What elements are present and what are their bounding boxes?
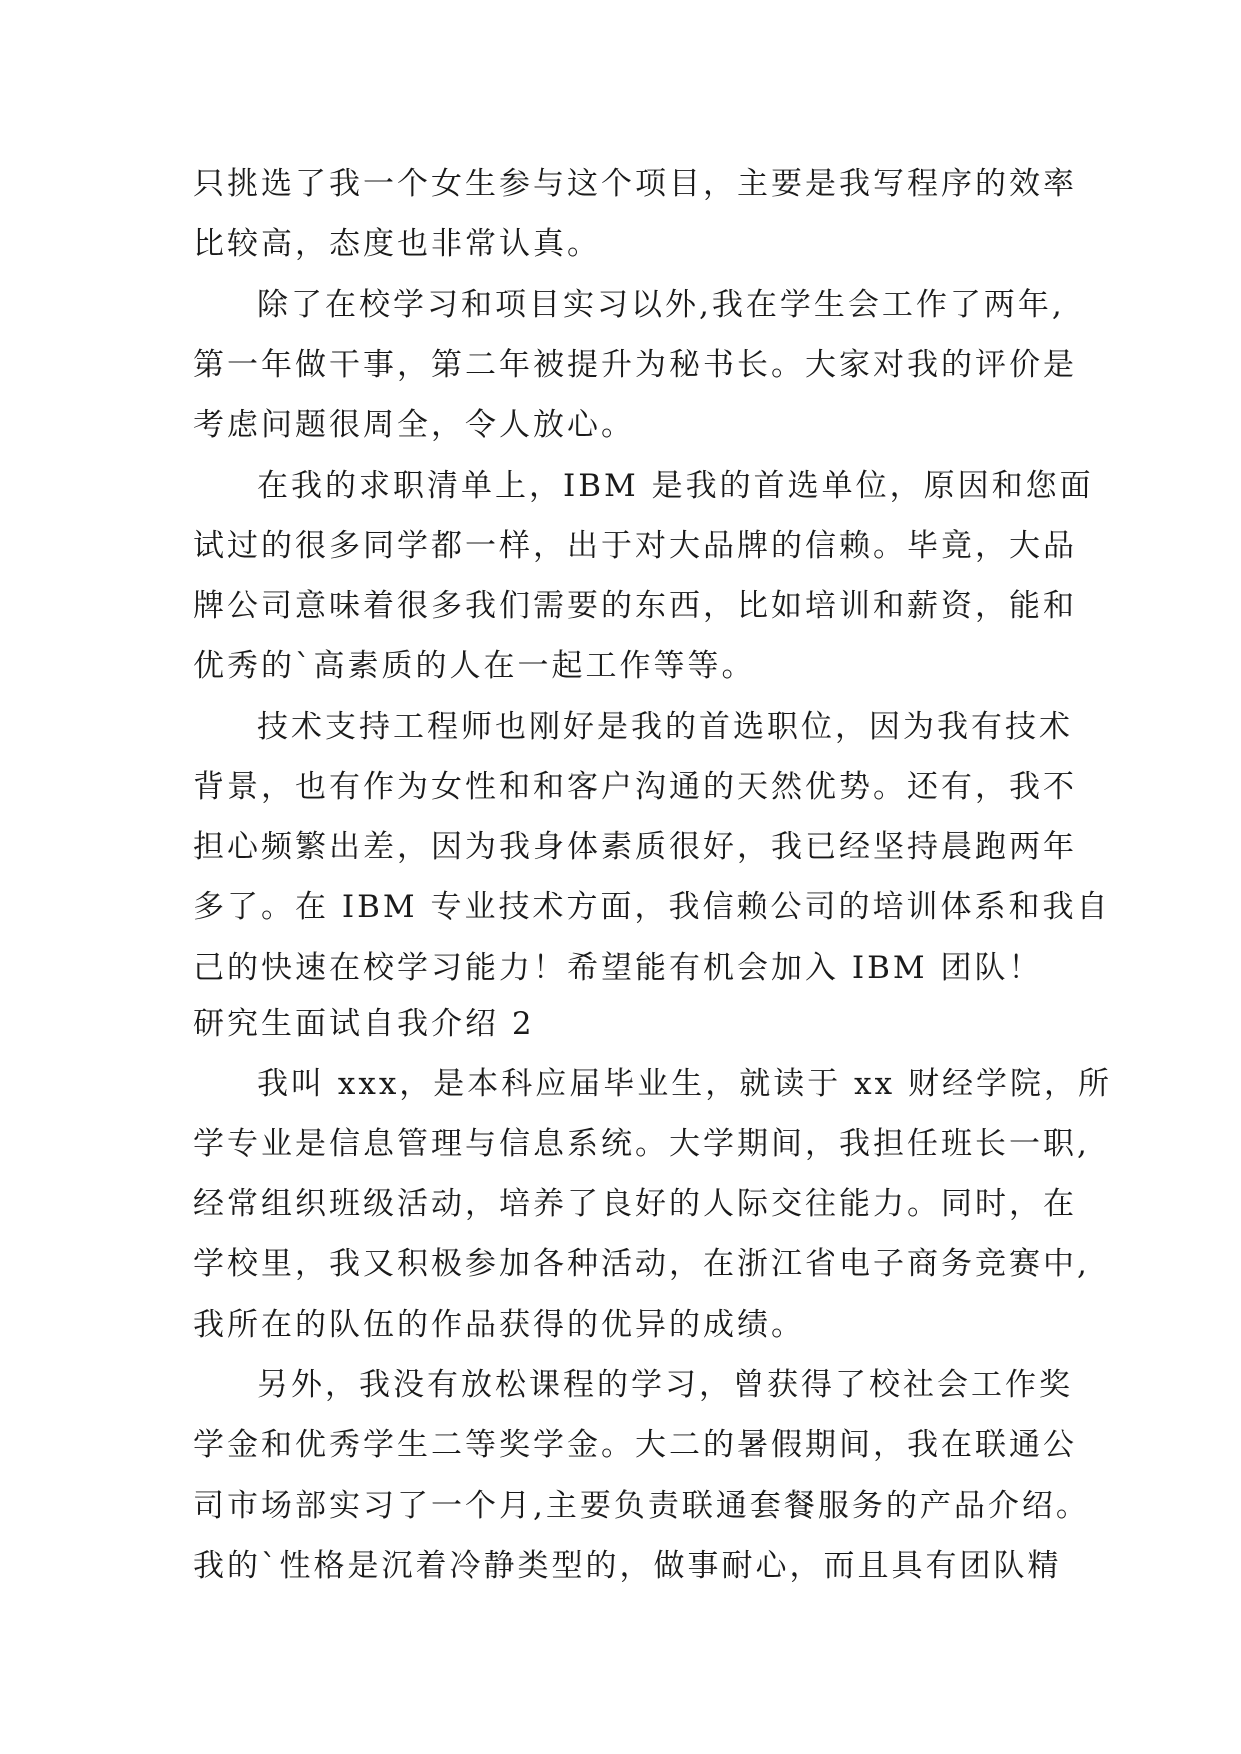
text-line: 在我的求职清单上，IBM 是我的首选单位，原因和您面: [257, 468, 1094, 504]
text-line: 考虑问题很周全，令人放心。: [193, 407, 635, 443]
text-line: 牌公司意味着很多我们需要的东西，比如培训和薪资，能和: [193, 588, 1077, 624]
text-line: 多了。在 IBM 专业技术方面，我信赖公司的培训体系和我自: [193, 889, 1111, 925]
text-line: 我叫 xxx，是本科应届毕业生，就读于 xx 财经学院，所: [257, 1066, 1112, 1102]
text-line: 试过的很多同学都一样，出于对大品牌的信赖。毕竟，大品: [193, 528, 1077, 564]
text-line: 经常组织班级活动，培养了良好的人际交往能力。同时，在: [193, 1186, 1077, 1222]
text-line: 学金和优秀学生二等奖学金。大二的暑假期间，我在联通公: [193, 1427, 1077, 1463]
text-line: 只挑选了我一个女生参与这个项目，主要是我写程序的效率: [193, 166, 1077, 202]
text-line: 第一年做干事，第二年被提升为秘书长。大家对我的评价是: [193, 347, 1077, 383]
text-line: 背景，也有作为女性和和客户沟通的天然优势。还有，我不: [193, 769, 1077, 805]
text-line: 司市场部实习了一个月,主要负责联通套餐服务的产品介绍。: [193, 1488, 1090, 1524]
text-line: 我的`性格是沉着冷静类型的，做事耐心，而且具有团队精: [193, 1548, 1062, 1584]
text-line: 担心频繁出差，因为我身体素质很好，我已经坚持晨跑两年: [193, 829, 1077, 865]
text-line: 技术支持工程师也刚好是我的首选职位，因为我有技术: [257, 709, 1073, 745]
text-line: 学校里，我又积极参加各种活动，在浙江省电子商务竞赛中,: [193, 1246, 1090, 1282]
text-line: 优秀的`高素质的人在一起工作等等。: [193, 648, 756, 684]
text-line: 学专业是信息管理与信息系统。大学期间，我担任班长一职,: [193, 1126, 1090, 1162]
text-line: 我所在的队伍的作品获得的优异的成绩。: [193, 1307, 805, 1343]
section-heading: 研究生面试自我介绍 2: [193, 1006, 535, 1042]
text-line: 比较高，态度也非常认真。: [193, 226, 601, 262]
text-line: 另外，我没有放松课程的学习，曾获得了校社会工作奖: [257, 1367, 1073, 1403]
text-line: 己的快速在校学习能力！希望能有机会加入 IBM 团队！: [193, 950, 1043, 986]
text-line: 除了在校学习和项目实习以外,我在学生会工作了两年,: [257, 287, 1065, 323]
